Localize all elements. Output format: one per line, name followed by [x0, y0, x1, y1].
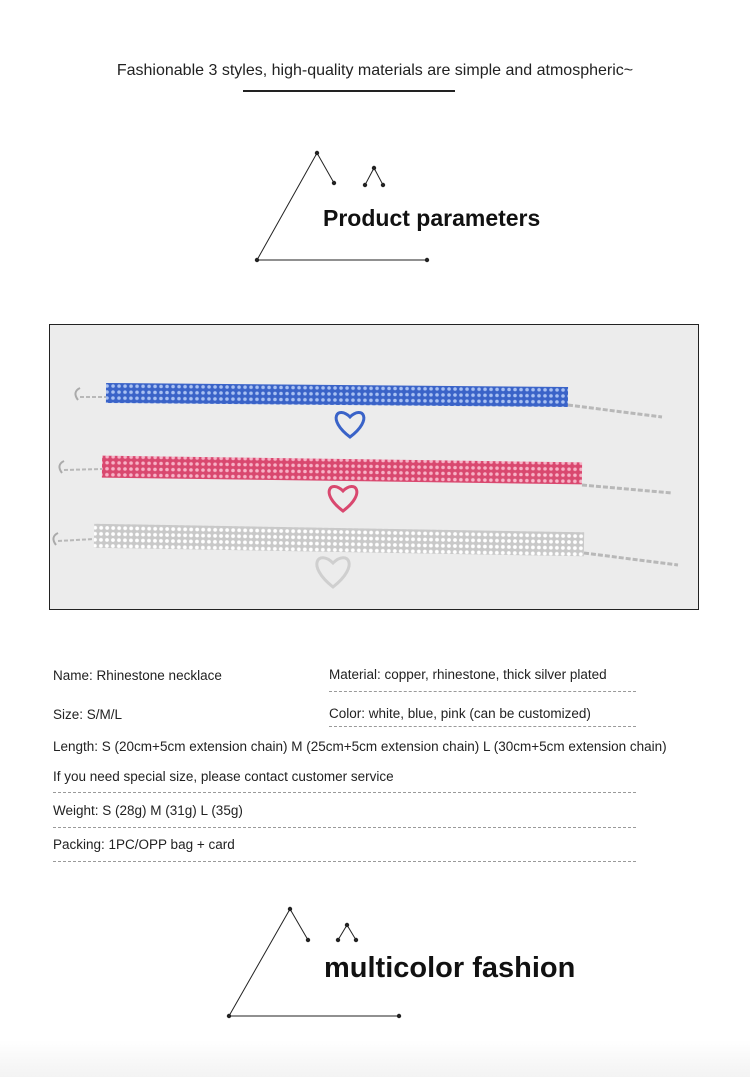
tagline: Fashionable 3 styles, high-quality materials are simple and atmospheric~ [116, 62, 634, 79]
param-color: Color: white, blue, pink (can be customized) [329, 706, 591, 721]
divider [329, 691, 636, 692]
bottom-fade [0, 1040, 750, 1077]
tagline-underline [243, 90, 455, 92]
divider [53, 861, 636, 862]
product-photo [49, 324, 699, 610]
param-size: Size: S/M/L [53, 707, 123, 722]
divider [53, 792, 636, 793]
param-length: Length: S (20cm+5cm extension chain) M (25cm+5cm extension chain) L (30cm+5cm extension chain) [53, 739, 667, 754]
section-title-multicolor-fashion: multicolor fashion [324, 952, 576, 984]
param-packing: Packing: 1PC/OPP bag + card [53, 837, 235, 852]
divider [53, 827, 636, 828]
param-name: Name: Rhinestone necklace [53, 668, 222, 683]
param-special-size: If you need special size, please contact customer service [53, 769, 394, 784]
param-weight: Weight: S (28g) M (31g) L (35g) [53, 803, 243, 818]
divider [329, 726, 636, 727]
section-title-product-parameters: Product parameters [323, 205, 541, 231]
param-material: Material: copper, rhinestone, thick silver plated [329, 667, 607, 682]
